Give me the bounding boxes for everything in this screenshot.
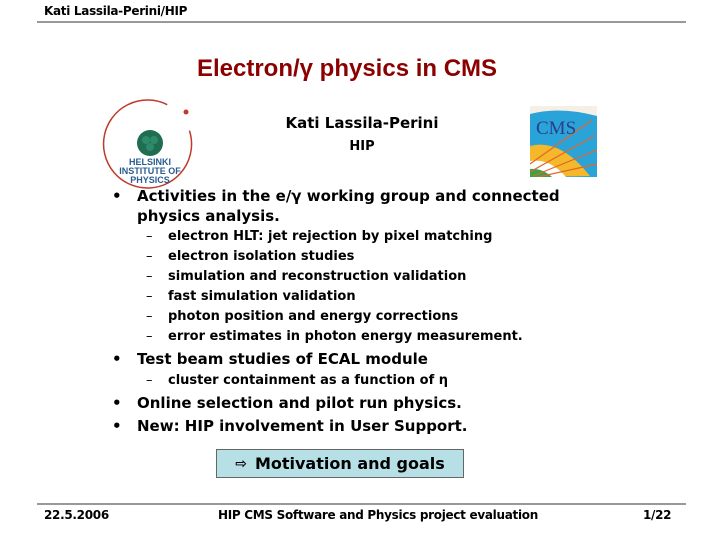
motivation-and-goals-link-button[interactable] <box>216 449 464 478</box>
sub-bullet-item <box>146 308 459 326</box>
dash-icon: – <box>146 373 153 388</box>
sub-bullet-text: electron HLT: jet rejection by pixel matching <box>168 229 493 244</box>
sub-bullet-item <box>146 268 467 286</box>
helsinki-institute-of-physics-logo <box>100 95 200 190</box>
dash-icon: – <box>146 309 153 324</box>
dash-icon: – <box>146 289 153 304</box>
svg-text:INSTITUTE OF: INSTITUTE OF <box>119 166 181 176</box>
bullet-text: New: HIP involvement in User Support. <box>137 417 468 435</box>
bullet-icon: • <box>112 417 122 435</box>
dash-icon: – <box>146 249 153 264</box>
bullet-item <box>112 416 607 436</box>
dash-icon: – <box>146 229 153 244</box>
cms-logo <box>530 106 597 177</box>
slide-title: Electron/γ physics in CMS <box>196 55 498 82</box>
author-name: Kati Lassila-Perini <box>285 114 439 132</box>
cms-logo-icon <box>530 106 597 177</box>
sub-bullet-text: cluster containment as a function of η <box>168 373 449 388</box>
bullet-icon: • <box>112 394 122 412</box>
sub-bullet-item <box>146 228 493 246</box>
header-author-org: Kati Lassila-Perini/HIP <box>44 4 188 18</box>
footer-date: 22.5.2006 <box>44 508 109 522</box>
bullet-item <box>112 349 607 369</box>
dash-icon: – <box>146 269 153 284</box>
svg-text:HELSINKI: HELSINKI <box>128 157 172 167</box>
header-divider <box>37 21 686 23</box>
sub-bullet-text: photon position and energy corrections <box>168 309 459 324</box>
svg-text:CMS: CMS <box>536 118 577 139</box>
hip-logo-icon <box>100 95 200 190</box>
footer-divider <box>37 503 686 505</box>
author-organization: HIP <box>349 139 375 154</box>
bullet-text: Activities in the e/γ working group and connected physics analysis. <box>137 187 560 225</box>
bullet-item <box>112 393 607 413</box>
sub-bullet-text: error estimates in photon energy measurement. <box>168 329 523 344</box>
sub-bullet-item <box>146 372 449 390</box>
sub-bullet-item <box>146 288 356 306</box>
motivation-button-label: Motivation and goals <box>254 454 445 473</box>
bullet-icon: • <box>112 350 122 368</box>
bullet-item <box>112 186 607 226</box>
svg-text:PHYSICS: PHYSICS <box>130 175 170 185</box>
sub-bullet-text: fast simulation validation <box>168 289 356 304</box>
sub-bullet-text: simulation and reconstruction validation <box>168 269 467 284</box>
sub-bullet-text: electron isolation studies <box>168 249 355 264</box>
bullet-icon: • <box>112 187 122 205</box>
sub-bullet-item <box>146 328 523 346</box>
dash-icon: – <box>146 329 153 344</box>
right-arrow-icon: ⇨ <box>235 455 247 472</box>
footer-page-number: 1/22 <box>643 508 672 522</box>
footer-event-title: HIP CMS Software and Physics project evaluation <box>218 508 538 522</box>
sub-bullet-item <box>146 248 355 266</box>
bullet-text: Test beam studies of ECAL module <box>137 350 428 368</box>
bullet-text: Online selection and pilot run physics. <box>137 394 462 412</box>
